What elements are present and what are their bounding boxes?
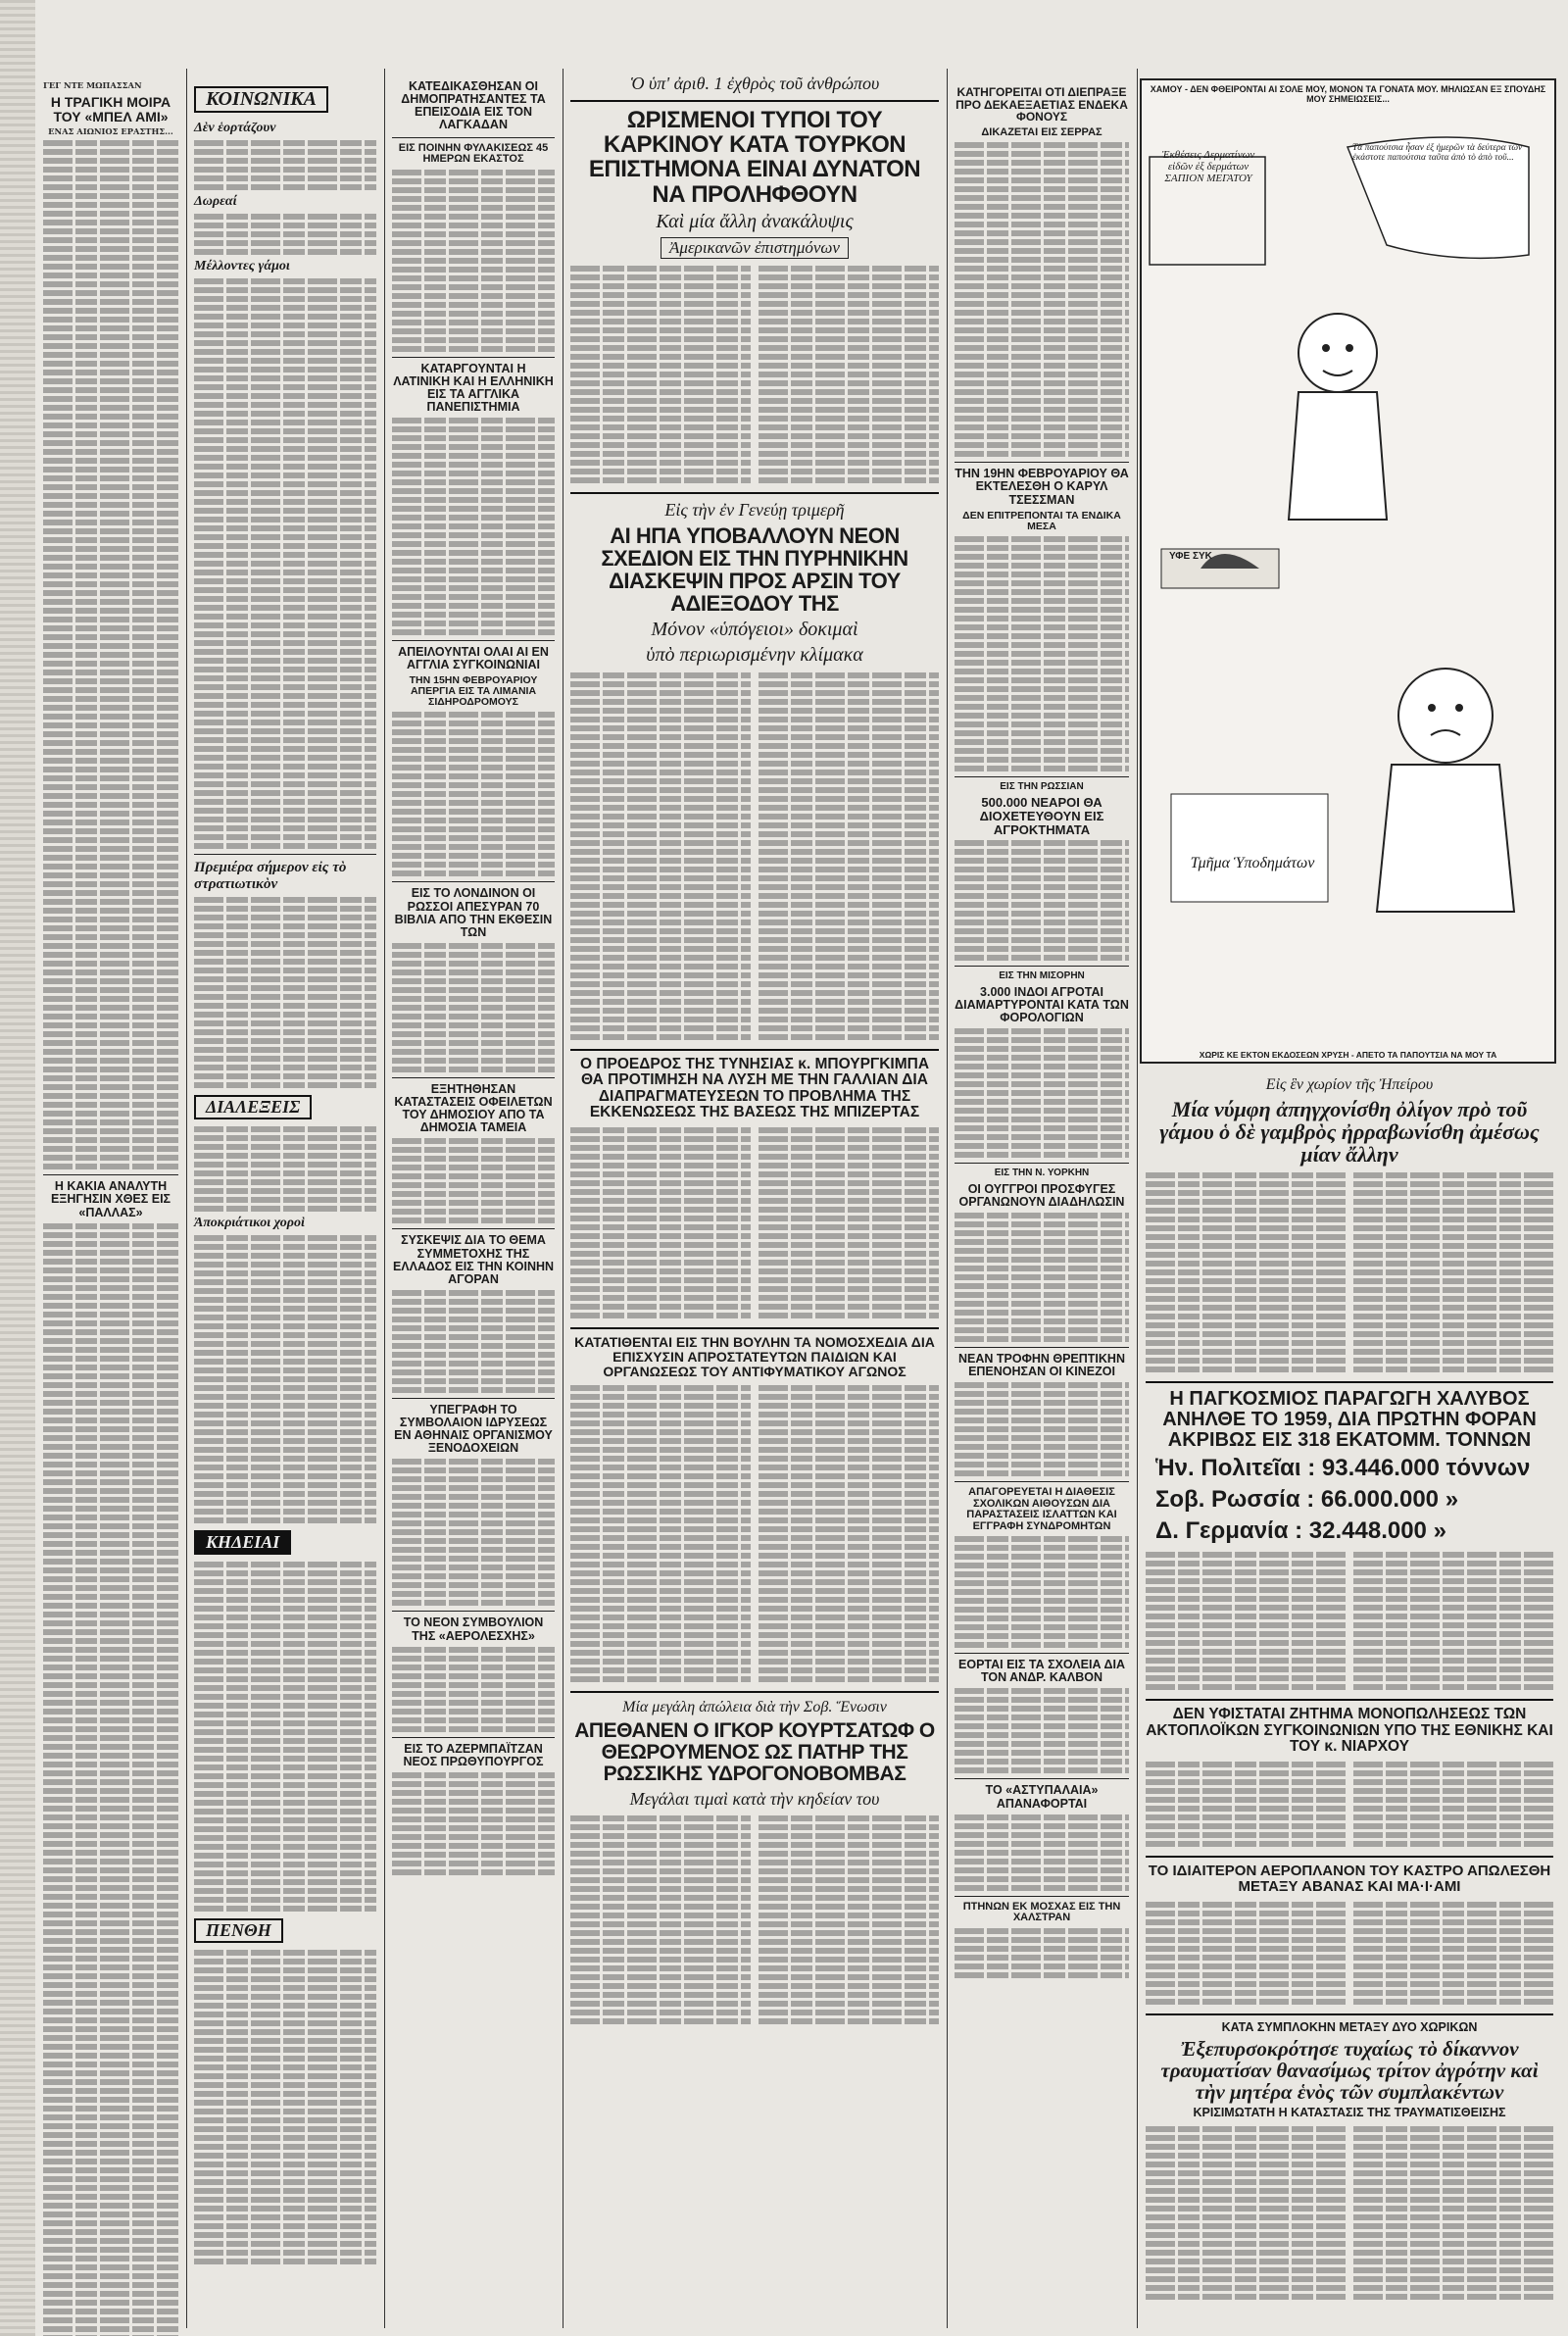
center-headline-2-sub2: ὑπὸ περιωρισμένην κλίμακα — [646, 644, 863, 667]
steel-stat-usa: Ἡν. Πολιτεῖαι : 93.446.000 τόννων — [1155, 1455, 1531, 1482]
col3-headline-5: ΕΞΗΤΗΘΗΣΑΝ ΚΑΤΑΣΤΑΣΕΙΣ ΟΦΕΙΛΕΤΩΝ ΤΟΥ ΔΗΜΟΣΙΟΥ ΑΠΟ ΤΑ ΔΗΜΟΣΙΑ ΤΑΜΕΙΑ — [394, 1081, 553, 1135]
section-den-eortazoun: Δὲν ἑορτάζουν — [194, 121, 276, 135]
cartoon-panel — [1140, 78, 1556, 1064]
col5-headline-5-kicker: ΕΙΣ ΤΗΝ Ν. ΥΟΡΚΗΝ — [994, 1168, 1090, 1179]
col3-headline-1: ΚΑΤΕΔΙΚΑΣΘΗΣΑΝ ΟΙ ΔΗΜΟΠΡΑΤΗΣΑΝΤΕΣ ΤΑ ΕΠΕΙΣΟΔΙΑ ΕΙΣ ΤΟΝ ΛΑΓΚΑΔΑΝ — [401, 79, 546, 132]
col6-headline-5: Ἐξεπυρσοκρότησε τυχαίως τὸ δίκαννον τραυματίσαν θανασίμως τρίτον ἀγρότην καὶ τὴν μητέρα ἑνὸς τῶν συμπλακέντων — [1160, 2036, 1539, 2104]
col1-bottom-headline: Η ΚΑΚΙΑ ΑΝΑΛΥΤΗ ΕΞΗΓΗΣΙΝ ΧΘΕΣ ΕΙΣ «ΠΑΛΛΑΣ» — [50, 1179, 172, 1219]
col3-headline-9: ΕΙΣ ΤΟ ΑΖΕΡΜΠΑΪΤΖΑΝ ΝΕΟΣ ΠΡΩΘΥΠΟΥΡΓΟΣ — [403, 1741, 544, 1768]
col5-headline-9: ΤΟ «ΑΣΤΥΠΑΛΑΙΑ» ΑΠΑΝΑΦΟΡΤΑΙ — [985, 1783, 1099, 1811]
center-headline-1-sub2: Ἀμερικανῶν ἐπιστημόνων — [661, 237, 849, 259]
center-column — [564, 0, 945, 2336]
col5-headline-3-kicker: ΕΙΣ ΤΗΝ ΡΩΣΣΙΑΝ — [1000, 780, 1084, 792]
kideiai-title: ΚΗΔΕΙΑΙ — [194, 1530, 291, 1555]
cartoon-bottom-note: Τμῆμα Ὑποδημάτων — [1190, 855, 1315, 871]
col1-kicker: ΓΕΓ ΝΤΕ ΜΩΠΑΣΣΑΝ — [43, 80, 142, 90]
col3-headline-1-sub: ΕΙΣ ΠΟΙΝΗΝ ΦΥΛΑΚΙΣΕΩΣ 45 ΗΜΕΡΩΝ ΕΚΑΣΤΟΣ — [398, 141, 549, 166]
column-6 — [1140, 1073, 1559, 2328]
col5-headline-2-sub: ΔΕΝ ΕΠΙΤΡΕΠΟΝΤΑΙ ΤΑ ΕΝΔΙΚΑ ΜΕΣΑ — [962, 509, 1121, 532]
cartoon-side-caption: ΧΩΡΙΣ ΚΕ ΕΚΤΟΝ ΕΚΔΟΣΕΩΝ ΧΡΥΣΗ - ΑΠΕΤΟ ΤΑ ΠΑΠΟΥΤΣΙΑ ΝΑ ΜΟΥ ΤΑ — [1199, 1050, 1497, 1060]
binding-edge — [0, 0, 35, 2336]
penthi-title: ΠΕΝΘΗ — [194, 1918, 283, 1943]
center-headline-3: Ο ΠΡΟΕΔΡΟΣ ΤΗΣ ΤΥΝΗΣΙΑΣ κ. ΜΠΟΥΡΓΚΙΜΠΑ ΘΑ ΠΡΟΤΙΜΗΣΗ ΝΑ ΛΥΣΗ ΜΕ ΤΗΝ ΓΑΛΛΙΑΝ ΔΙΑ ΔΙΑΠΡΑΓΜΑΤΕΥΣΕΩΝ ΤΟ ΠΡΟΒΛΗΜΑ ΤΗΣ ΕΚΚΕΝΩΣΕΩΣ ΤΗΣ ΒΑΣΕΩΣ ΤΗΣ ΜΠΙΖΕΡΤΑΣ — [579, 1056, 930, 1120]
col5-headline-4: 3.000 ΙΝΔΟΙ ΑΓΡΟΤΑΙ ΔΙΑΜΑΡΤΥΡΟΝΤΑΙ ΚΑΤΑ ΤΩΝ ΦΟΡΟΛΟΓΙΩΝ — [955, 984, 1129, 1024]
col5-headline-4-kicker: ΕΙΣ ΤΗΝ ΜΙΣΟΡΗΝ — [999, 970, 1085, 982]
cartoon-illustration — [1142, 108, 1554, 941]
column-2 — [188, 0, 382, 2336]
section-gamoi: Μέλλοντες γάμοι — [194, 259, 290, 273]
center-headline-5-sub: Μεγάλαι τιμαὶ κατὰ τὴν κηδείαν του — [629, 1789, 880, 1810]
col6-headline-5-sub: ΚΡΙΣΙΜΩΤΑΤΗ Η ΚΑΤΑΣΤΑΣΙΣ ΤΗΣ ΤΡΑΥΜΑΤΙΣΘΕΙΣΗΣ — [1193, 2105, 1506, 2119]
geneva-kicker: Εἰς τὴν ἐν Γενεύῃ τριμερῆ — [664, 499, 845, 520]
col6-headline-2: Η ΠΑΓΚΟΣΜΙΟΣ ΠΑΡΑΓΩΓΗ ΧΑΛΥΒΟΣ ΑΝΗΛΘΕ ΤΟ 1959, ΔΙΑ ΠΡΩΤΗΝ ΦΟΡΑΝ ΑΚΡΙΒΩΣ ΕΙΣ 318 ΕΚΑΤΟΜΜ. ΤΟΝΝΩΝ — [1162, 1388, 1537, 1452]
col5-headline-5: ΟΙ ΟΥΓΓΡΟΙ ΠΡΟΣΦΥΓΕΣ ΟΡΓΑΝΩΝΟΥΝ ΔΙΑΔΗΛΩΣΙΝ — [958, 1181, 1125, 1209]
col5-headline-10: ΠΤΗΝΩΝ ΕΚ ΜΟΣΧΑΣ ΕΙΣ ΤΗΝ ΧΑΛΣΤΡΑΝ — [962, 1900, 1121, 1924]
center-kicker: Ὁ ὑπ' ἀριθ. 1 ἐχθρὸς τοῦ ἀνθρώπου — [629, 74, 880, 93]
col5-headline-8: ΕΟΡΤΑΙ ΕΙΣ ΤΑ ΣΧΟΛΕΙΑ ΔΙΑ ΤΟΝ ΑΝΔΡ. ΚΑΛΒΟΝ — [958, 1658, 1125, 1685]
steel-stat-ussr: Σοβ. Ρωσσία : 66.000.000 » — [1155, 1486, 1459, 1514]
col3-headline-6: ΣΥΣΚΕΨΙΣ ΔΙΑ ΤΟ ΘΕΜΑ ΣΥΜΜΕΤΟΧΗΣ ΤΗΣ ΕΛΛΑΔΟΣ ΕΙΣ ΤΗΝ ΚΟΙΝΗΝ ΑΓΟΡΑΝ — [392, 1233, 555, 1286]
col6-headline-4: ΤΟ ΙΔΙΑΙΤΕΡΟΝ ΑΕΡΟΠΛΑΝΟΝ ΤΟΥ ΚΑΣΤΡΟ ΑΠΩΛΕΣΘΗ ΜΕΤΑΞΥ ΑΒΑΝΑΣ ΚΑΙ ΜΑ·Ι·ΑΜΙ — [1148, 1863, 1551, 1895]
cartoon-speech: Τὰ παπούτσια ἦσαν ἐξ ἡμερῶν τὰ δεύτερα τῶν ἐκάστοτε παπούτσια ταῦτα ἀπὸ τὸ ἀπὸ τοῦ... — [1352, 143, 1523, 163]
center-headline-4: ΚΑΤΑΤΙΘΕΝΤΑΙ ΕΙΣ ΤΗΝ ΒΟΥΛΗΝ ΤΑ ΝΟΜΟΣΧΕΔΙΑ ΔΙΑ ΕΠΙΣΧΥΣΙΝ ΑΠΡΟΣΤΑΤΕΥΤΩΝ ΠΑΙΔΙΩΝ ΚΑΙ ΟΡΓΑΝΩΣΕΩΣ ΤΟΥ ΑΝΤΙΦΥΜΑΤΙΚΟΥ ΑΓΩΝΟΣ — [574, 1334, 935, 1379]
steel-stat-germany: Δ. Γερμανία : 32.448.000 » — [1155, 1517, 1446, 1545]
col6-headline-1: Μία νύμφη ἀπηγχονίσθη ὀλίγον πρὸ τοῦ γάμου ὁ δὲ γαμβρὸς ἠρραβωνίσθη ἀμέσως μίαν ἄλλην — [1159, 1097, 1540, 1168]
col5-headline-6: ΝΕΑΝ ΤΡΟΦΗΝ ΘΡΕΠΤΙΚΗΝ ΕΠΕΝΟΗΣΑΝ ΟΙ ΚΙΝΕΖΟΙ — [958, 1351, 1125, 1378]
section-premiera: Πρεμιέρα σήμερον εἰς τὸ στρατιωτικὸν — [194, 860, 347, 892]
col3-headline-8: ΤΟ ΝΕΟΝ ΣΥΜΒΟΥΛΙΟΝ ΤΗΣ «ΑΕΡΟΛΕΣΧΗΣ» — [403, 1615, 544, 1643]
col5-headline-1: ΚΑΤΗΓΟΡΕΙΤΑΙ ΟΤΙ ΔΙΕΠΡΑΞΕ ΠΡΟ ΔΕΚΑΕΞΑΕΤΙΑΣ ΕΝΔΕΚΑ ΦΟΝΟΥΣ — [956, 85, 1128, 124]
column-1 — [37, 0, 184, 2336]
col3-headline-3-sub: ΤΗΝ 15ΗΝ ΦΕΒΡΟΥΑΡΙΟΥ ΑΠΕΡΓΙΑ ΕΙΣ ΤΑ ΛΙΜΑΝΙΑ ΣΙΔΗΡΟΔΡΟΜΟΥΣ — [409, 674, 538, 709]
col6-kicker: Εἰς ἓν χωρίον τῆς Ἠπείρου — [1265, 1076, 1434, 1093]
center-headline-5-kicker: Μία μεγάλη ἀπώλεια διὰ τὴν Σοβ. Ἕνωσιν — [622, 1699, 887, 1716]
col5-headline-7: ΑΠΑΓΟΡΕΥΕΤΑΙ Η ΔΙΑΘΕΣΙΣ ΣΧΟΛΙΚΩΝ ΑΙΘΟΥΣΩΝ ΔΙΑ ΠΑΡΑΣΤΑΣΕΙΣ ΙΣΛΑΤΤΩΝ ΚΑΙ ΕΓΓΡΑΦΗ ΣΥΝΔΡΟΜΗΤΩΝ — [966, 1486, 1117, 1532]
col3-headline-4: ΕΙΣ ΤΟ ΛΟΝΔΙΝΟΝ ΟΙ ΡΩΣΣΟΙ ΑΠΕΣΥΡΑΝ 70 ΒΙΒΛΙΑ ΑΠΟ ΤΗΝ ΕΚΘΕΣΙΝ ΤΩΝ — [394, 886, 553, 939]
cartoon-top-caption: ΧΑΜΟΥ - ΔΕΝ ΦΘΕΙΡΟΝΤΑΙ ΑΙ ΣΟΛΕ ΜΟΥ, ΜΟΝΟΝ ΤΑ ΓΟΝΑΤΑ ΜΟΥ. ΜΗΛΙΩΣΑΝ ΕΞ ΣΠΟΥΔΗΣ ΜΟΥ ΣΗΜΕΙΩΣΕΙΣ... — [1150, 84, 1546, 104]
col1-story-sub: ΕΝΑΣ ΑΙΩΝΙΟΣ ΕΡΑΣΤΗΣ... — [48, 126, 173, 137]
section-apokriatikoi: Ἀποκριάτικοι χοροὶ — [194, 1216, 305, 1230]
col5-headline-1-sub: ΔΙΚΑΖΕΤΑΙ ΕΙΣ ΣΕΡΡΑΣ — [981, 125, 1102, 138]
center-headline-5: ΑΠΕΘΑΝΕΝ Ο ΙΓΚΟΡ ΚΟΥΡΤΣΑΤΩΦ Ο ΘΕΩΡΟΥΜΕΝΟΣ ΩΣ ΠΑΤΗΡ ΤΗΣ ΡΩΣΣΙΚΗΣ ΥΔΡΟΓΟΝΟΒΟΜΒΑΣ — [574, 1719, 935, 1786]
col5-headline-2: ΤΗΝ 19ΗΝ ΦΕΒΡΟΥΑΡΙΟΥ ΘΑ ΕΚΤΕΛΕΣΘΗ Ο ΚΑΡΥΛ ΤΣΕΣΣΜΑΝ — [955, 467, 1129, 507]
center-headline-2-sub: Μόνον «ὑπόγειοι» δοκιμαὶ — [651, 619, 858, 641]
center-headline-1: ΩΡΙΣΜΕΝΟΙ ΤΥΠΟΙ ΤΟΥ ΚΑΡΚΙΝΟΥ ΚΑΤΑ ΤΟΥΡΚΟΝ ΕΠΙΣΤΗΜΟΝΑ ΕΙΝΑΙ ΔΥΝΑΤΟΝ ΝΑ ΠΡΟΛΗΦΘΟΥΝ — [588, 107, 921, 208]
col6-headline-5-kicker: ΚΑΤΑ ΣΥΜΠΛΟΚΗΝ ΜΕΤΑΞΥ ΔΥΟ ΧΩΡΙΚΩΝ — [1221, 2019, 1478, 2034]
col5-headline-3: 500.000 ΝΕΑΡΟΙ ΘΑ ΔΙΟΧΕΤΕΥΘΟΥΝ ΕΙΣ ΑΓΡΟΚΤΗΜΑΤΑ — [979, 795, 1104, 837]
cartoon-label-left: ΥΦΕ ΣΥΚ — [1169, 551, 1212, 562]
center-headline-2: ΑΙ ΗΠΑ ΥΠΟΒΑΛΛΟΥΝ ΝΕΟΝ ΣΧΕΔΙΟΝ ΕΙΣ ΤΗΝ ΠΥΡΗΝΙΚΗΝ ΔΙΑΣΚΕΨΙΝ ΠΡΟΣ ΑΡΣΙΝ ΤΟΥ ΑΔΙΕΞΟΔΟΥ ΤΗΣ — [601, 522, 908, 617]
center-headline-1-sub: Καὶ μία ἄλλη ἀνακάλυψις — [656, 210, 854, 232]
col3-headline-7: ΥΠΕΓΡΑΦΗ ΤΟ ΣΥΜΒΟΛΑΙΟΝ ΙΔΡΥΣΕΩΣ ΕΝ ΑΘΗΝΑΙΣ ΟΡΓΑΝΙΣΜΟΥ ΞΕΝΟΔΟΧΕΙΩΝ — [394, 1402, 553, 1456]
section-dorea: Δωρεαί — [194, 194, 237, 209]
column-5 — [949, 0, 1135, 2336]
col1-story-title: Η ΤΡΑΓΙΚΗ ΜΟΙΡΑ ΤΟΥ «ΜΠΕΛ ΑΜΙ» — [50, 93, 172, 124]
col3-headline-3: ΑΠΕΙΛΟΥΝΤΑΙ ΟΛΑΙ ΑΙ ΕΝ ΑΓΓΛΙΑ ΣΥΓΚΟΙΝΩΝΙΑΙ — [398, 645, 549, 672]
koinonika-title: ΚΟΙΝΩΝΙΚΑ — [194, 86, 328, 113]
cartoon-sign: Ἐκθέσεις Δερματίνων εἰδῶν ἐξ δερμάτων ΣΑΠΙΟΝ ΜΕΓΑΤΟΥ — [1161, 149, 1255, 184]
col6-headline-3: ΔΕΝ ΥΦΙΣΤΑΤΑΙ ΖΗΤΗΜΑ ΜΟΝΟΠΩΛΗΣΕΩΣ ΤΩΝ ΑΚΤΟΠΛΟΪΚΩΝ ΣΥΓΚΟΙΝΩΝΙΩΝ ΥΠΟ ΤΗΣ ΕΘΝΙΚΗΣ ΚΑΙ ΤΟΥ κ. ΝΙΑΡΧΟΥ — [1146, 1706, 1553, 1755]
col3-headline-2: ΚΑΤΑΡΓΟΥΝΤΑΙ Η ΛΑΤΙΝΙΚΗ ΚΑΙ Η ΕΛΛΗΝΙΚΗ ΕΙΣ ΤΑ ΑΓΓΛΙΚΑ ΠΑΝΕΠΙΣΤΗΜΙΑ — [393, 361, 554, 414]
col1-body — [43, 140, 178, 1169]
dialexeis-title: ΔΙΑΛΕΞΕΙΣ — [194, 1095, 312, 1119]
column-3 — [386, 0, 561, 2336]
